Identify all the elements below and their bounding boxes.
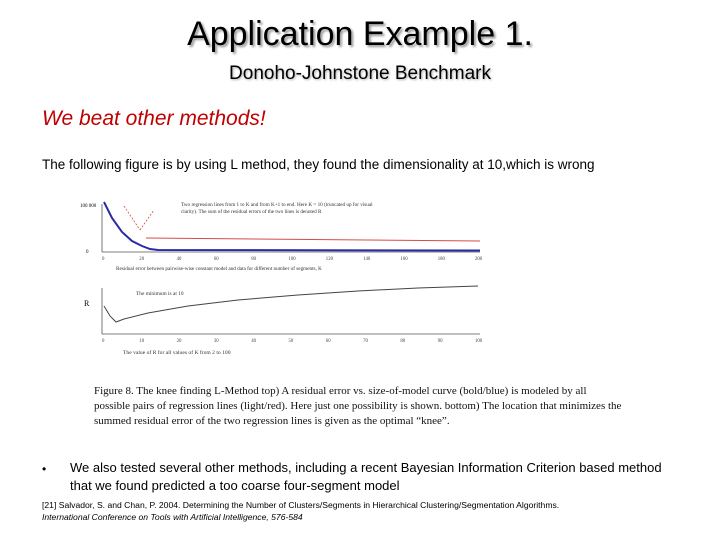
top-plot-x-tick: 200 bbox=[475, 257, 483, 262]
bottom-plot-x-tick: 60 bbox=[325, 339, 331, 344]
top-plot-x-tick: 40 bbox=[176, 257, 182, 262]
bottom-plot-x-tick: 90 bbox=[437, 339, 443, 344]
top-plot bbox=[80, 201, 483, 272]
bottom-plot-x-tick: 0 bbox=[102, 339, 105, 344]
bottom-plot-annotation: The minimum is at 10 bbox=[136, 291, 184, 297]
top-plot-y-tick-max: 100 000 bbox=[80, 204, 97, 209]
top-plot-annotation-1: Two regression lines from 1 to K and from K+1 to end. Here K = 10 (truncated up for visual bbox=[181, 202, 373, 208]
bottom-plot-x-tick: 100 bbox=[475, 339, 483, 344]
bottom-plot-x-tick: 20 bbox=[176, 339, 182, 344]
top-plot-y-tick-min: 0 bbox=[86, 250, 89, 255]
regression-line-left bbox=[124, 206, 140, 230]
bottom-plot-x-tick: 80 bbox=[400, 339, 406, 344]
top-plot-x-tick: 180 bbox=[437, 257, 445, 262]
bottom-plot-x-tick: 70 bbox=[363, 339, 368, 344]
top-plot-x-tick: 60 bbox=[213, 257, 219, 262]
figure-caption: Figure 8. The knee finding L-Method top) A residual error vs. size-of-model curve (bold/blue) is modeled by all possible pairs of regression lines (light/red). Here just one possibility is shown. bottom) The location that minimizes the summed residual error of the two regression lines is given as the optimal “knee”. bbox=[94, 385, 622, 427]
top-plot-x-tick: 140 bbox=[363, 257, 371, 262]
bottom-plot-y-label: R bbox=[84, 299, 90, 308]
l-method-figure bbox=[78, 194, 498, 364]
top-plot-x-tick: 80 bbox=[251, 257, 256, 262]
top-plot-x-tick: 100 bbox=[288, 257, 296, 262]
top-plot-x-tick: 160 bbox=[400, 257, 408, 262]
reference-line-2: International Conference on Tools with Artificial Intelligence, 576-584 bbox=[42, 512, 303, 522]
bottom-plot bbox=[84, 286, 483, 356]
bottom-plot-x-tick: 40 bbox=[251, 339, 256, 344]
top-plot-x-label: Residual error between pairwise-wise constant model and data for different number of segments, K bbox=[116, 266, 322, 272]
top-plot-x-tick: 0 bbox=[102, 257, 105, 262]
slide-title: Application Example 1. bbox=[187, 15, 533, 53]
top-plot-x-tick: 120 bbox=[325, 257, 334, 262]
bullet-marker: • bbox=[42, 462, 47, 476]
bottom-plot-x-tick: 10 bbox=[139, 339, 145, 344]
claim-heading: We beat other methods! bbox=[42, 107, 266, 130]
bottom-plot-x-label: The value of R for all values of K from 2 to 100 bbox=[123, 350, 231, 356]
top-plot-x-ticks bbox=[102, 257, 483, 262]
regression-line-right bbox=[146, 238, 480, 241]
slide-subtitle: Donoho-Johnstone Benchmark bbox=[229, 63, 491, 84]
reference-line-1: [21] Salvador, S. and Chan, P. 2004. Determining the Number of Clusters/Segments in Hierarchical Clustering/Segmentation Algorithms. bbox=[42, 500, 560, 510]
regression-line-left-2 bbox=[140, 210, 154, 230]
top-plot-annotation-2: clarity). The sum of the residual errors of the two lines is denoted R bbox=[181, 209, 322, 215]
intro-text: The following figure is by using L method, they found the dimensionality at 10,which is wrong bbox=[42, 157, 595, 172]
bullet-text: We also tested several other methods, including a recent Bayesian Information Criterion based method that we found predicted a too coarse four-segment model bbox=[70, 460, 662, 493]
top-plot-x-tick: 20 bbox=[139, 257, 145, 262]
bottom-plot-x-tick: 50 bbox=[288, 339, 294, 344]
bottom-plot-x-ticks bbox=[102, 339, 483, 344]
bottom-plot-x-tick: 30 bbox=[213, 339, 219, 344]
